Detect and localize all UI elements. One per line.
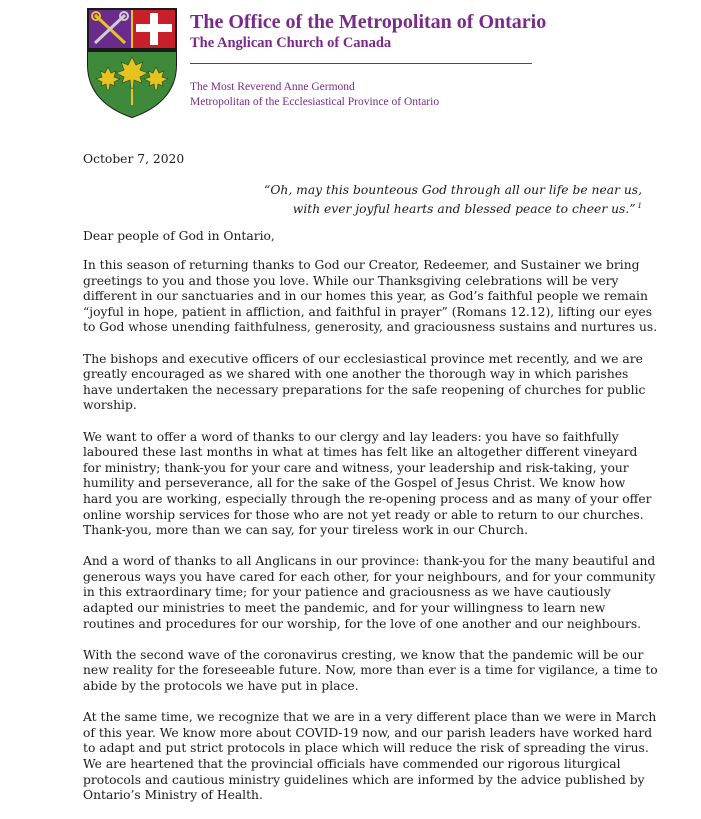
epigraph-line-2-text: with ever joyful hearts and blessed peace to cheer us.” (292, 202, 636, 217)
letter-body (83, 258, 658, 819)
paragraph: With the second wave of the coronavirus cresting, we know that the pandemic will be our new reality for the foreseeable future. Now, more than ever is a time for vigilance, a time to abide by the protocols we have put in place. (83, 647, 658, 694)
footnote-marker: 1 (637, 202, 642, 210)
letterhead (190, 10, 650, 52)
paragraph: The bishops and executive officers of our ecclesiastical province met recently, and we are greatly encouraged as we shared with one another the thorough way in which parishes have undertaken the necessary preparations for the safe reopening of churches for public worship. (83, 351, 646, 413)
paragraph: We want to offer a word of thanks to our clergy and lay leaders: you have so faithfully laboured these last months in what at times has felt like an altogether different vineyard for ministry; thank-you for your care and witness, your leadership and risk-taking, your humility and perseverance, all for the sake of the Gospel of Jesus Christ. We know how hard you are working, especially through the re-opening process and as many of your offer online worship services for those who are not yet ready or able to return to our churches. Thank-you, more than we can say, for your tireless work in our Church. (83, 429, 652, 538)
epigraph-line-2 (264, 198, 642, 217)
church-name: The Anglican Church of Canada (190, 35, 392, 51)
paragraph: And a word of thanks to all Anglicans in our province: thank-you for the many beautiful and generous ways you have cared for each other, for your neighbours, and for your community in this extraordinary time; for your patience and graciousness as we have cautiously adapted our ministries to meet the pandemic, and for your willingness to learn new routines and procedures for our worship, for the love of one another and our neighbours. (83, 554, 656, 631)
bishop-block (190, 80, 439, 110)
paragraph: At the same time, we recognize that we are in a very different place than we were in March of this year. We know more about COVID-19 now, and our parish leaders have worked hard to adapt and put strict protocols in place which will reduce the risk of spreading the virus. We are heartened that the provincial officials have commended our rigorous liturgical protocols and cautious ministry guidelines which are informed by the advice published by Ontario’s Ministry of Health. (83, 710, 657, 803)
bishop-role: Metropolitan of the Ecclesiastical Province of Ontario (190, 96, 440, 108)
office-title: The Office of the Metropolitan of Ontario (190, 11, 547, 33)
bishop-name: The Most Reverend Anne Germond (190, 81, 355, 93)
salutation: Dear people of God in Ontario, (83, 229, 275, 243)
letter-date: October 7, 2020 (83, 152, 185, 166)
letterhead-divider (190, 63, 532, 64)
epigraph (264, 182, 642, 217)
coat-of-arms-icon (86, 7, 178, 119)
epigraph-line-1: “Oh, may this bounteous God through all our life be near us, (264, 183, 642, 197)
paragraph: In this season of returning thanks to God our Creator, Redeemer, and Sustainer we bring greetings to you and those you love. While our Thanksgiving celebrations will be very different in our sanctuaries and in our homes this year, as God’s faithful people we remain “joyful in hope, patient in affliction, and faithful in prayer” (Romans 12.12), lifting our eyes to God whose unending faithfulness, generosity, and graciousness sustains and nurtures us. (83, 258, 658, 335)
